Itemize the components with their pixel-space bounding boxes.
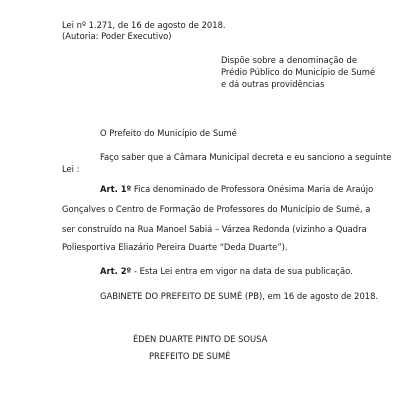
article-2-label: Art. 2º bbox=[100, 266, 132, 276]
article-1-line-1 bbox=[100, 184, 373, 195]
law-number: Lei nº 1.271, de 16 de agosto de 2018. bbox=[62, 20, 226, 30]
article-1-line-4: Poliesportiva Eliazário Pereira Duarte “Deda Duarte”). bbox=[62, 242, 288, 252]
article-1-label: Art. 1º bbox=[100, 184, 132, 194]
article-2 bbox=[100, 266, 353, 277]
closing-line: GABINETE DO PREFEITO DE SUMÉ (PB), em 16 de agosto de 2018. bbox=[100, 291, 379, 301]
article-1-text: Fica denominado de Professora Onésima Maria de Araújo bbox=[131, 184, 374, 194]
preamble-line-2: Lei : bbox=[62, 164, 80, 174]
law-authorship: (Autoria: Poder Executivo) bbox=[62, 31, 172, 41]
ementa-line-1: Dispõe sobre a denominação de bbox=[221, 55, 357, 65]
ementa-line-2: Prédio Público do Município de Sumé bbox=[221, 67, 376, 77]
ementa-line-3: e dá outras providências bbox=[221, 79, 325, 89]
article-1-line-2: Gonçalves o Centro de Formação de Professores do Município de Sumé, a bbox=[62, 204, 371, 214]
article-1-line-3: ser construído na Rua Manoel Sabiá – Várzea Redonda (vizinho a Quadra bbox=[62, 224, 367, 234]
signature-title: PREFEITO DE SUMÉ bbox=[149, 351, 231, 361]
signature-name: ÉDEN DUARTE PINTO DE SOUSA bbox=[133, 334, 268, 344]
preamble-mayor: O Prefeito do Município de Sumé bbox=[100, 128, 237, 138]
article-2-text: - Esta Lei entra em vigor na data de sua publicação. bbox=[131, 266, 353, 276]
preamble-line-1: Faço saber que a Câmara Municipal decreta e eu sanciono a seguinte bbox=[100, 152, 392, 162]
